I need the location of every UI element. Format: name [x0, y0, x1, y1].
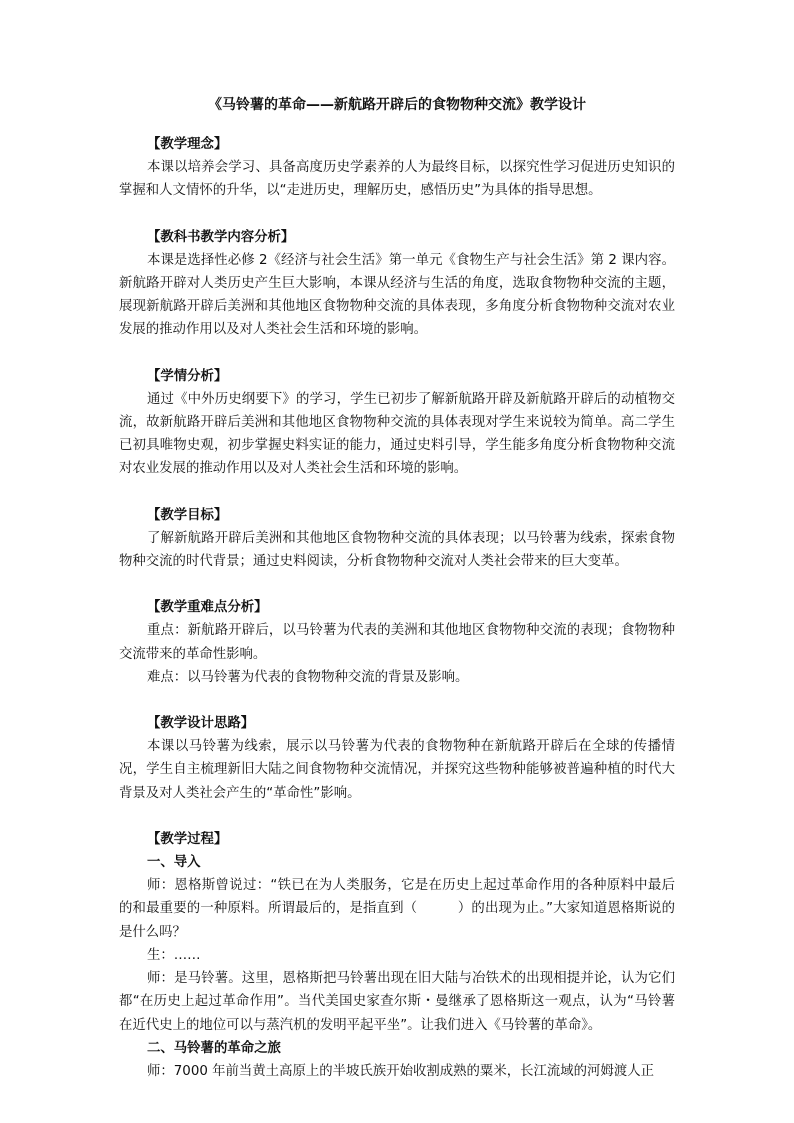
- document-body: [119, 94, 675, 1083]
- teacher-paragraph: 师：7000 年前当黄土高原上的半坡氏族开始收割成熟的粟米，长江流域的河姆渡人正: [147, 1063, 655, 1079]
- section-paragraph: 本课以马铃薯为线索，展示以马铃薯为代表的食物物种在新航路开辟后在全球的传播情况，学生自主梳理新旧大陆之间食物物种交流情况，并探究这些物种能够被普遍种植的时代大背景及对人类社会产生的“革命性”影响。: [119, 739, 675, 801]
- difficult-point-paragraph: 难点：以马铃薯为代表的食物物种交流的背景及影响。: [147, 669, 469, 685]
- student-paragraph: 生：……: [147, 947, 201, 963]
- teacher-paragraph: 师：恩格斯曾说过：“铁已在为人类服务，它是在历史上起过革命作用的各种原料中最后的和最重要的一种原料。所谓最后的，是指直到（ ）的出现为止。”大家知道恩格斯说的是什么吗？: [119, 878, 675, 940]
- section-heading-process: 【教学过程】: [147, 831, 228, 847]
- section-gap: [119, 203, 675, 226]
- section-gap: [119, 689, 675, 712]
- key-point-paragraph: 重点：新航路开辟后，以马铃薯为代表的美洲和其他地区食物物种交流的表现；食物物种交流带来的革命性影响。: [119, 623, 675, 662]
- section-heading-philosophy: 【教学理念】: [147, 137, 228, 152]
- section-heading-key-points: 【教学重难点分析】: [147, 600, 268, 616]
- section-paragraph: 本课是选择性必修 2《经济与社会生活》第一单元《食物生产与社会生活》第 2 课内容。新航路开辟对人类历史产生巨大影响，本课从经济与生活的角度，选取食物物种交流的主题，展现新航路开辟后美洲和其他地区食物物种交流的具体表现，多角度分析食物物种交流对农业发展的推动作用以及对人类社会生活和环境的影响。: [119, 252, 675, 338]
- section-paragraph: 本课以培养会学习、具备高度历史学素养的人为最终目标，以探究性学习促进历史知识的掌握和人文情怀的升华，以“走进历史，理解历史，感悟历史”为具体的指导思想。: [119, 160, 675, 199]
- teacher-paragraph: 师：是马铃薯。这里，恩格斯把马铃薯出现在旧大陆与冶铁术的出现相提并论，认为它们都“在历史上起过革命作用”。当代美国史家查尔斯・曼继承了恩格斯这一观点，认为“马铃薯在近代史上的地位可以与蒸汽机的发明平起平坐”。让我们进入《马铃薯的革命》。: [119, 971, 675, 1033]
- section-heading-objectives: 【教学目标】: [147, 507, 228, 523]
- section-gap: [119, 342, 675, 365]
- section-paragraph: 通过《中外历史纲要下》的学习，学生已初步了解新航路开辟及新航路开辟后的动植物交流，故新航路开辟后美洲和其他地区食物物种交流的具体表现对学生来说较为简单。高二学生已初具唯物史观，初步掌握史料实证的能力，通过史料引导，学生能多角度分析食物物种交流对农业发展的推动作用以及对人类社会生活和环境的影响。: [119, 391, 675, 477]
- section-heading-textbook-analysis: 【教科书教学内容分析】: [147, 229, 295, 245]
- document-title: 《马铃薯的革命——新航路开辟后的食物物种交流》教学设计: [208, 97, 586, 113]
- section-gap: [119, 481, 675, 504]
- subheading-potato-journey: 二、马铃薯的革命之旅: [147, 1040, 281, 1056]
- subheading-introduction: 一、导入: [147, 855, 201, 871]
- section-gap: [119, 805, 675, 828]
- section-paragraph: 了解新航路开辟后美洲和其他地区食物物种交流的具体表现；以马铃薯为线索，探索食物物种交流的时代背景；通过史料阅读，分析食物物种交流对人类社会带来的巨大变革。: [119, 530, 675, 570]
- section-heading-student-analysis: 【学情分析】: [147, 368, 228, 384]
- section-gap: [119, 573, 675, 596]
- section-heading-design-approach: 【教学设计思路】: [147, 716, 255, 732]
